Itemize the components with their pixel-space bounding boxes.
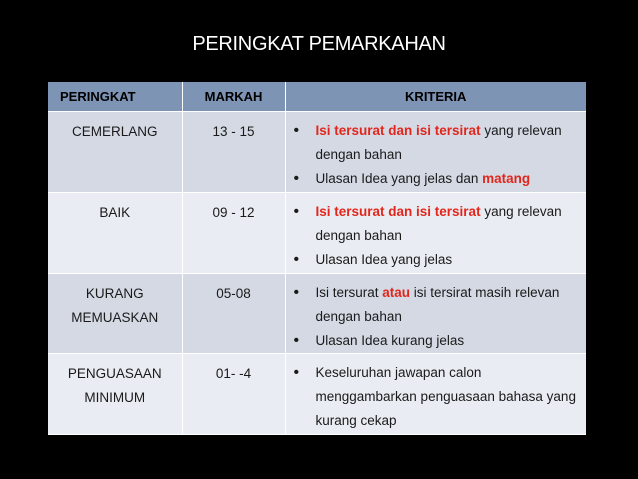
criteria-text: Isi tersurat — [315, 285, 383, 300]
criteria-highlight: atau — [382, 285, 411, 300]
rank-line: KURANG — [85, 286, 144, 301]
criteria-item — [292, 119, 581, 167]
criteria-highlight: Isi tersurat dan isi tersirat — [315, 123, 481, 138]
criteria-item — [292, 167, 581, 191]
header-markah: MARKAH — [182, 82, 285, 112]
criteria-item — [292, 361, 581, 433]
table-row — [48, 354, 586, 435]
header-row — [48, 82, 586, 112]
cell-kriteria — [285, 354, 586, 435]
cell-peringkat — [48, 193, 182, 274]
bullet-icon: • — [293, 203, 300, 220]
cell-peringkat — [48, 274, 182, 354]
score-range: 13 - 15 — [212, 124, 255, 139]
table-row — [48, 112, 586, 193]
table-row — [48, 274, 586, 354]
table-row — [48, 193, 586, 274]
cell-kriteria — [285, 112, 586, 193]
criteria-text: Ulasan Idea yang jelas — [315, 252, 453, 267]
criteria-item — [292, 281, 581, 329]
header-kriteria: KRITERIA — [285, 82, 586, 112]
criteria-highlight: Isi tersurat dan isi tersirat — [315, 204, 481, 219]
criteria-text: yang relevan dengan bahan — [315, 204, 562, 243]
page-title: PERINGKAT PEMARKAHAN — [192, 33, 446, 55]
header-peringkat: PERINGKAT — [48, 82, 182, 112]
cell-markah — [182, 274, 285, 354]
rank-label — [48, 274, 182, 330]
criteria-text: yang relevan dengan bahan — [315, 123, 562, 162]
cell-markah — [182, 193, 285, 274]
criteria-text: Ulasan Idea kurang jelas — [315, 333, 465, 348]
score-range: 09 - 12 — [212, 205, 255, 220]
cell-peringkat — [48, 112, 182, 193]
score-range: 05-08 — [216, 286, 251, 301]
rank-line: MINIMUM — [84, 390, 146, 405]
rank-line: MEMUASKAN — [71, 310, 159, 325]
cell-kriteria — [285, 274, 586, 354]
cell-kriteria — [285, 193, 586, 274]
cell-peringkat — [48, 354, 182, 435]
bullet-icon: • — [293, 251, 300, 268]
criteria-highlight: matang — [482, 171, 531, 186]
criteria-item — [292, 248, 581, 272]
rank-label: CEMERLANG — [71, 124, 158, 139]
bullet-icon: • — [293, 332, 300, 349]
rank-line: PENGUASAAN — [67, 366, 162, 381]
score-range: 01- -4 — [215, 366, 252, 381]
criteria-text: Ulasan Idea yang jelas dan — [315, 171, 483, 186]
bullet-icon: • — [293, 170, 300, 187]
grading-table — [48, 82, 586, 435]
criteria-text: Keseluruhan jawapan calon menggambarkan penguasaan bahasa yang kurang cekap — [315, 365, 576, 428]
bullet-icon: • — [293, 122, 300, 139]
criteria-text: isi tersirat masih relevan dengan bahan — [315, 285, 560, 324]
rank-label: BAIK — [99, 205, 131, 220]
bullet-icon: • — [293, 284, 300, 301]
criteria-item — [292, 200, 581, 248]
criteria-item — [292, 329, 581, 353]
cell-markah — [182, 354, 285, 435]
cell-markah — [182, 112, 285, 193]
bullet-icon: • — [293, 364, 300, 381]
rank-label — [48, 354, 182, 410]
